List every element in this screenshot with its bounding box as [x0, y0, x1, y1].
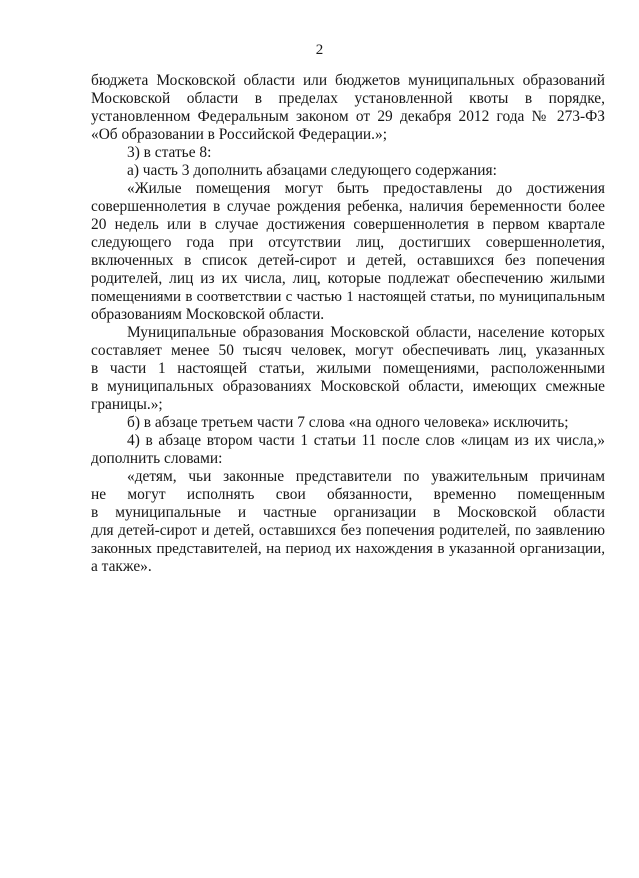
text-line: бюджета Московской области или бюджетов муниципальных образований [91, 72, 605, 89]
text-line: 4) в абзаце втором части 1 статьи 11 после слов «лицам из их числа,» [127, 432, 605, 449]
document-body [91, 72, 605, 576]
text-line: Московской области в пределах установленной квоты в порядке, [91, 90, 605, 107]
text-line: в муниципальных образованиях Московской области, имеющих смежные [91, 378, 605, 395]
text-line: не могут исполнять свои обязанности, временно помещенным [91, 486, 605, 503]
text-line: «Об образовании в Российской Федерации.»; [91, 126, 387, 143]
text-line: в муниципальные и частные организации в Московской области [91, 504, 605, 521]
text-line: «детям, чьи законные представители по уважительным причинам [127, 468, 605, 485]
text-line: установленном Федеральным законом от 29 декабря 2012 года № 273-ФЗ [91, 108, 605, 125]
text-line: «Жилые помещения могут быть предоставлены до достижения [127, 180, 605, 197]
text-line: а) часть 3 дополнить абзацами следующего содержания: [127, 162, 497, 179]
text-line: образованиям Московской области. [91, 306, 325, 323]
text-line: границы.»; [91, 396, 163, 413]
text-line: родителей, лиц из их числа, лиц, которые подлежат обеспечению жилыми [91, 270, 605, 287]
text-line: помещениями в соответствии с частью 1 настоящей статьи, по муниципальным [91, 289, 605, 305]
text-line: включенных в список детей-сирот и детей, оставшихся без попечения [91, 252, 605, 269]
text-line: б) в абзаце третьем части 7 слова «на одного человека» исключить; [127, 414, 569, 431]
text-line: для детей-сирот и детей, оставшихся без попечения родителей, по заявлению [91, 522, 605, 539]
text-line: 3) в статье 8: [127, 144, 212, 161]
text-line: составляет менее 50 тысяч человек, могут обеспечивать лиц, указанных [91, 342, 605, 359]
text-line: а также». [91, 558, 152, 575]
text-line: Муниципальные образования Московской области, население которых [127, 324, 605, 341]
page-number: 2 [315, 42, 324, 58]
text-line: совершеннолетия в случае рождения ребенка, наличия беременности более [91, 198, 605, 215]
text-line: 20 недель или в случае достижения совершеннолетия в первом квартале [91, 216, 605, 233]
text-line: дополнить словами: [91, 450, 223, 467]
text-line: законных представителей, на период их нахождения в указанной организации, [91, 540, 605, 557]
text-line: следующего года при отсутствии лиц, достигших совершеннолетия, [91, 234, 605, 251]
text-line: в части 1 настоящей статьи, жилыми помещениями, расположенными [91, 360, 605, 377]
